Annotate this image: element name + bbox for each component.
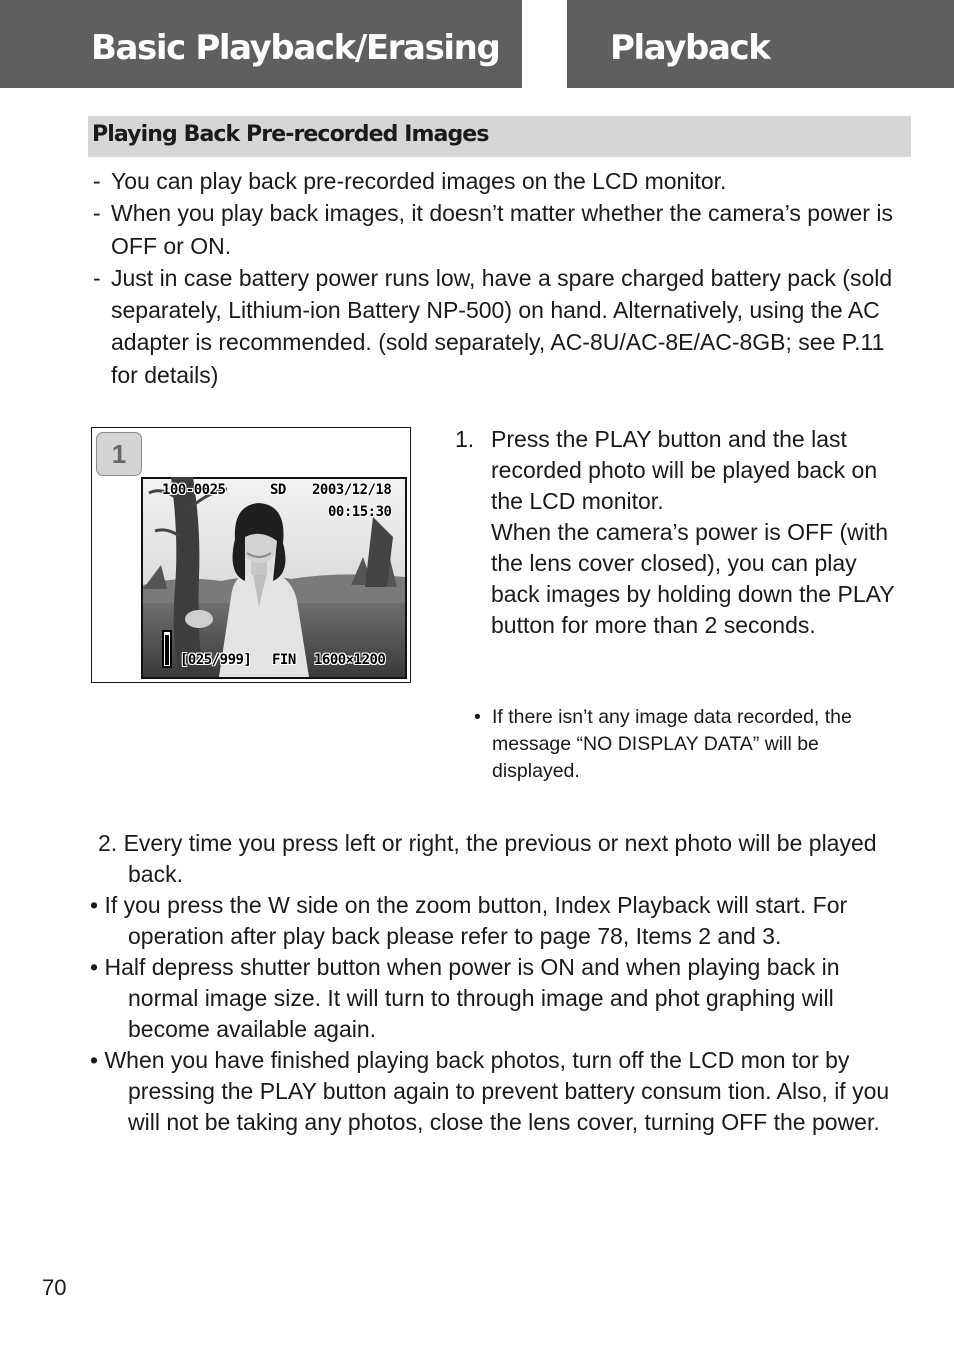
intro-item — [91, 262, 911, 391]
bullet-marker: • — [90, 1047, 99, 1073]
note-text: If there isn’t any image data recorded, the message “NO DISPLAY DATA” will be displayed. — [492, 706, 852, 782]
osd-resolution: 1600×1200 — [314, 652, 386, 668]
osd-media-type: SD — [270, 482, 286, 498]
step-1-text-power-off: When the camera’s power is OFF (with the lens cover closed), you can play back images by holding down the PLAY button for more than 2 seconds. — [491, 519, 895, 638]
intro-item-text: When you play back images, it doesn’t matter whether the camera’s power is OFF or ON. — [111, 200, 893, 259]
dash-marker: - — [93, 264, 101, 291]
step-2-text: Every time you press left or right, the previous or next photo will be played back. — [123, 830, 877, 887]
intro-item-text: You can play back pre-recorded images on the LCD monitor. — [111, 168, 727, 194]
step-2-section — [90, 828, 912, 1138]
bullet-paragraph — [90, 952, 912, 1045]
osd-file-number: 100-0025 — [162, 482, 226, 498]
section-title-bar — [88, 116, 911, 157]
step-2-paragraph — [90, 828, 912, 890]
chapter-title: Basic Playback/Erasing — [91, 28, 500, 68]
step-1-text: Press the PLAY button and the last recorded photo will be played back on the LCD monitor. — [491, 426, 878, 514]
section-title: Playing Back Pre-recorded Images — [92, 122, 489, 147]
osd-date: 2003/12/18 — [312, 482, 392, 498]
dash-marker: - — [93, 200, 101, 227]
chapter-header-left — [0, 0, 522, 88]
intro-item — [91, 165, 911, 197]
bullet-marker: • — [474, 706, 481, 728]
intro-list — [91, 165, 911, 391]
osd-frame-counter: [025/999] — [180, 652, 252, 668]
bullet-marker: • — [90, 954, 99, 980]
section-header-title: Playback — [610, 28, 770, 68]
osd-quality: FIN — [272, 652, 296, 668]
intro-item — [91, 197, 911, 262]
bullet-paragraph — [90, 1045, 912, 1138]
bullet-paragraph — [90, 890, 912, 952]
step-number: 2. — [98, 830, 118, 856]
step-number-badge: 1 — [96, 432, 142, 476]
bullet-text: Half depress shutter button when power is ON and when playing back in normal image size. It will turn to through image and phot graphing will become available again. — [104, 954, 840, 1042]
step-1-instructions — [455, 424, 911, 641]
intro-item-text: Just in case battery power runs low, have a spare charged battery pack (sold separately, Lithium-ion Battery NP-500) on hand. Alternatively, using the AC adapter is recommended. (sold separately, AC-8U/AC-8E/AC-8GB; see P.11 for details) — [111, 264, 893, 388]
osd-time: 00:15:30 — [328, 504, 392, 520]
step-number: 1. — [455, 426, 475, 452]
lcd-playback-figure — [91, 427, 411, 683]
bullet-text: When you have finished playing back photos, turn off the LCD mon tor by pressing the PLAY button again to prevent battery consum tion. Also, if you will not be taking any photos, close the lens cover, turning OFF the power. — [104, 1047, 890, 1135]
bullet-text: If you press the W side on the zoom button, Index Playback will start. For operation after play back please refer to page 78, Items 2 and 3. — [104, 892, 848, 949]
chapter-header-right — [567, 0, 954, 88]
page-number: 70 — [42, 1275, 67, 1300]
dash-marker: - — [93, 168, 101, 194]
bullet-marker: • — [90, 892, 99, 918]
step-1-note — [474, 704, 894, 785]
